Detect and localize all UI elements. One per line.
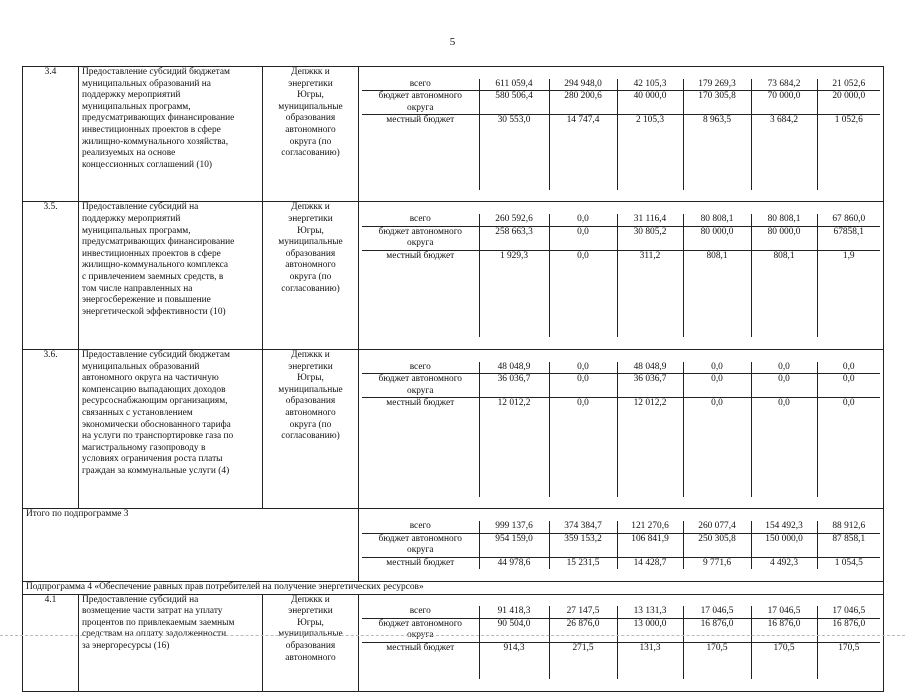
value-cell: 13 000,0	[617, 618, 683, 642]
value-cell: 9 771,6	[683, 557, 751, 569]
subprogram-title: Подпрограмма 4 «Обеспечение равных прав потребителей на получение энергетических ресурсов»	[23, 581, 884, 594]
value-cell: 80 000,0	[751, 226, 817, 250]
value-cell: 170 305,8	[683, 91, 751, 115]
row-figures	[359, 202, 884, 349]
scan-edge-line	[0, 635, 905, 636]
value-cell: 20 000,0	[817, 91, 880, 115]
source-label: всего	[362, 362, 479, 374]
value-cell: 1,9	[842, 250, 855, 261]
row-figures	[359, 67, 884, 202]
source-label: местный бюджет	[362, 115, 479, 190]
source-label: бюджет автономного округа	[362, 618, 479, 642]
value-cell: 4 492,3	[751, 557, 817, 569]
value-cell: 13 131,3	[617, 606, 683, 618]
value-cell: 250 305,8	[683, 533, 751, 557]
source-label: местный бюджет	[362, 642, 479, 679]
value-cell: 106 841,9	[617, 533, 683, 557]
value-cell: 808,1	[683, 250, 751, 337]
value-cell: 30 553,0	[479, 115, 549, 190]
value-cell: 0,0	[751, 374, 817, 398]
value-cell: 280 200,6	[549, 91, 617, 115]
value-cell: 16 876,0	[683, 618, 751, 642]
value-cell: 0,0	[549, 250, 617, 337]
value-cell: 0,0	[751, 398, 817, 497]
value-cell: 170,5	[683, 642, 751, 679]
value-cell: 580 506,4	[479, 91, 549, 115]
value-cell: 154 492,3	[751, 521, 817, 533]
value-cell: 121 270,6	[617, 521, 683, 533]
row-executor: Депжкк и энергетики Югры, муниципальные образования автономного	[263, 594, 359, 691]
value-cell: 36 036,7	[617, 374, 683, 398]
value-cell: 294 948,0	[549, 79, 617, 91]
value-cell: 67858,1	[817, 226, 880, 250]
source-label: бюджет автономного округа	[362, 374, 479, 398]
value-cell: 91 418,3	[479, 606, 549, 618]
source-label: всего	[362, 214, 479, 226]
value-cell: 1 054,5	[834, 557, 863, 568]
row-number: 4.1	[23, 594, 79, 691]
table-row	[23, 594, 884, 691]
value-cell: 70 000,0	[751, 91, 817, 115]
value-cell: 26 876,0	[549, 618, 617, 642]
value-cell: 0,0	[549, 214, 617, 226]
source-label: бюджет автономного округа	[362, 91, 479, 115]
value-cell: 0,0	[549, 398, 617, 497]
value-cell: 14 747,4	[549, 115, 617, 190]
value-cell: 87 858,1	[817, 533, 880, 557]
source-label: бюджет автономного округа	[362, 533, 479, 557]
row-description: Предоставление субсидий бюджетам муниципальных образований на поддержку мероприятий муниципальных программ, предусматривающих финансирование инвестиционных проектов в сфере жилищно-коммунального хозяйства, реализуемых на основе концессионных соглашений (10)	[79, 67, 263, 202]
row-executor: Депжкк и энергетики Югры, муниципальные образования автономного округа (по согласованию)	[263, 202, 359, 349]
value-cell: 27 147,5	[549, 606, 617, 618]
subprogram-header-row	[23, 581, 884, 594]
value-cell: 0,0	[842, 398, 855, 409]
value-cell: 0,0	[549, 226, 617, 250]
value-cell: 914,3	[479, 642, 549, 679]
row-number: 3.5.	[23, 202, 79, 349]
row-executor: Депжкк и энергетики Югры, муниципальные образования автономного округа (по согласованию)	[263, 67, 359, 202]
value-cell: 1 929,3	[479, 250, 549, 337]
value-cell: 0,0	[683, 362, 751, 374]
value-cell: 311,2	[617, 250, 683, 337]
value-cell: 80 000,0	[683, 226, 751, 250]
value-cell: 31 116,4	[617, 214, 683, 226]
value-cell: 30 805,2	[617, 226, 683, 250]
value-cell: 0,0	[683, 398, 751, 497]
value-cell: 0,0	[549, 374, 617, 398]
value-cell: 80 808,1	[751, 214, 817, 226]
value-cell: 80 808,1	[683, 214, 751, 226]
value-cell: 44 978,6	[479, 557, 549, 569]
value-cell: 131,3	[617, 642, 683, 679]
value-cell: 3 684,2	[751, 115, 817, 190]
value-cell: 42 105,3	[617, 79, 683, 91]
value-cell: 260 077,4	[683, 521, 751, 533]
value-cell: 2 105,3	[617, 115, 683, 190]
source-label: бюджет автономного округа	[362, 226, 479, 250]
row-description: Предоставление субсидий на поддержку мероприятий муниципальных программ, предусматривающих финансирование инвестиционных проектов в сфере жилищно-коммунального комплекса с привлечением заемных средств, в том числе направленных на энергосбережение и повышение энергетической эффективности (10)	[79, 202, 263, 349]
value-cell: 170,5	[751, 642, 817, 679]
value-cell: 0,0	[817, 362, 880, 374]
funding-table	[22, 66, 884, 692]
value-cell: 88 912,6	[817, 521, 880, 533]
row-description: Предоставление субсидий бюджетам муниципальных образований автономного округа на частичную компенсацию выпадающих доходов ресурсоснабжающим организациям, связанных с установлением экономически обоснованного тарифа на услуги по транспортировке газа по магистральному газопроводу в условиях ограничения роста платы граждан за коммунальные услуги (4)	[79, 349, 263, 508]
value-cell: 36 036,7	[479, 374, 549, 398]
table-row	[23, 202, 884, 349]
table-row	[23, 349, 884, 508]
value-cell: 21 052,6	[817, 79, 880, 91]
value-cell: 48 048,9	[479, 362, 549, 374]
value-cell: 260 592,6	[479, 214, 549, 226]
source-label: местный бюджет	[362, 557, 479, 569]
subtotal-label: Итого по подпрограмме 3	[23, 509, 359, 582]
row-number: 3.6.	[23, 349, 79, 508]
value-cell: 0,0	[817, 374, 880, 398]
value-cell: 808,1	[751, 250, 817, 337]
value-cell: 73 684,2	[751, 79, 817, 91]
value-cell: 17 046,5	[817, 606, 880, 618]
row-figures	[359, 594, 884, 691]
source-label: местный бюджет	[362, 398, 479, 497]
value-cell: 611 059,4	[479, 79, 549, 91]
value-cell: 999 137,6	[479, 521, 549, 533]
value-cell: 48 048,9	[617, 362, 683, 374]
value-cell: 14 428,7	[617, 557, 683, 569]
value-cell: 0,0	[549, 362, 617, 374]
value-cell: 0,0	[683, 374, 751, 398]
value-cell: 12 012,2	[479, 398, 549, 497]
value-cell: 17 046,5	[751, 606, 817, 618]
value-cell: 8 963,5	[683, 115, 751, 190]
value-cell: 258 663,3	[479, 226, 549, 250]
value-cell: 170,5	[838, 642, 860, 653]
value-cell: 12 012,2	[617, 398, 683, 497]
subtotal-figures	[359, 509, 884, 582]
value-cell: 67 860,0	[817, 214, 880, 226]
value-cell: 90 504,0	[479, 618, 549, 642]
table-row	[23, 67, 884, 202]
source-label: всего	[362, 521, 479, 533]
value-cell: 374 384,7	[549, 521, 617, 533]
row-description: Предоставление субсидий на возмещение части затрат на уплату процентов по привлекаемым заемным средствам на оплату задолженности за энергоресурсы (16)	[79, 594, 263, 691]
source-label: всего	[362, 79, 479, 91]
value-cell: 0,0	[751, 362, 817, 374]
value-cell: 954 159,0	[479, 533, 549, 557]
subtotal-row	[23, 509, 884, 582]
value-cell: 179 269,3	[683, 79, 751, 91]
value-cell: 15 231,5	[549, 557, 617, 569]
value-cell: 1 052,6	[834, 115, 863, 126]
row-executor: Депжкк и энергетики Югры, муниципальные образования автономного округа (по согласованию)	[263, 349, 359, 508]
row-number: 3.4	[23, 67, 79, 202]
page-number: 5	[449, 36, 456, 48]
value-cell: 40 000,0	[617, 91, 683, 115]
value-cell: 359 153,2	[549, 533, 617, 557]
row-figures	[359, 349, 884, 508]
source-label: местный бюджет	[362, 250, 479, 337]
value-cell: 16 876,0	[751, 618, 817, 642]
value-cell: 150 000,0	[751, 533, 817, 557]
value-cell: 16 876,0	[817, 618, 880, 642]
value-cell: 271,5	[549, 642, 617, 679]
source-label: всего	[362, 606, 479, 618]
value-cell: 17 046,5	[683, 606, 751, 618]
